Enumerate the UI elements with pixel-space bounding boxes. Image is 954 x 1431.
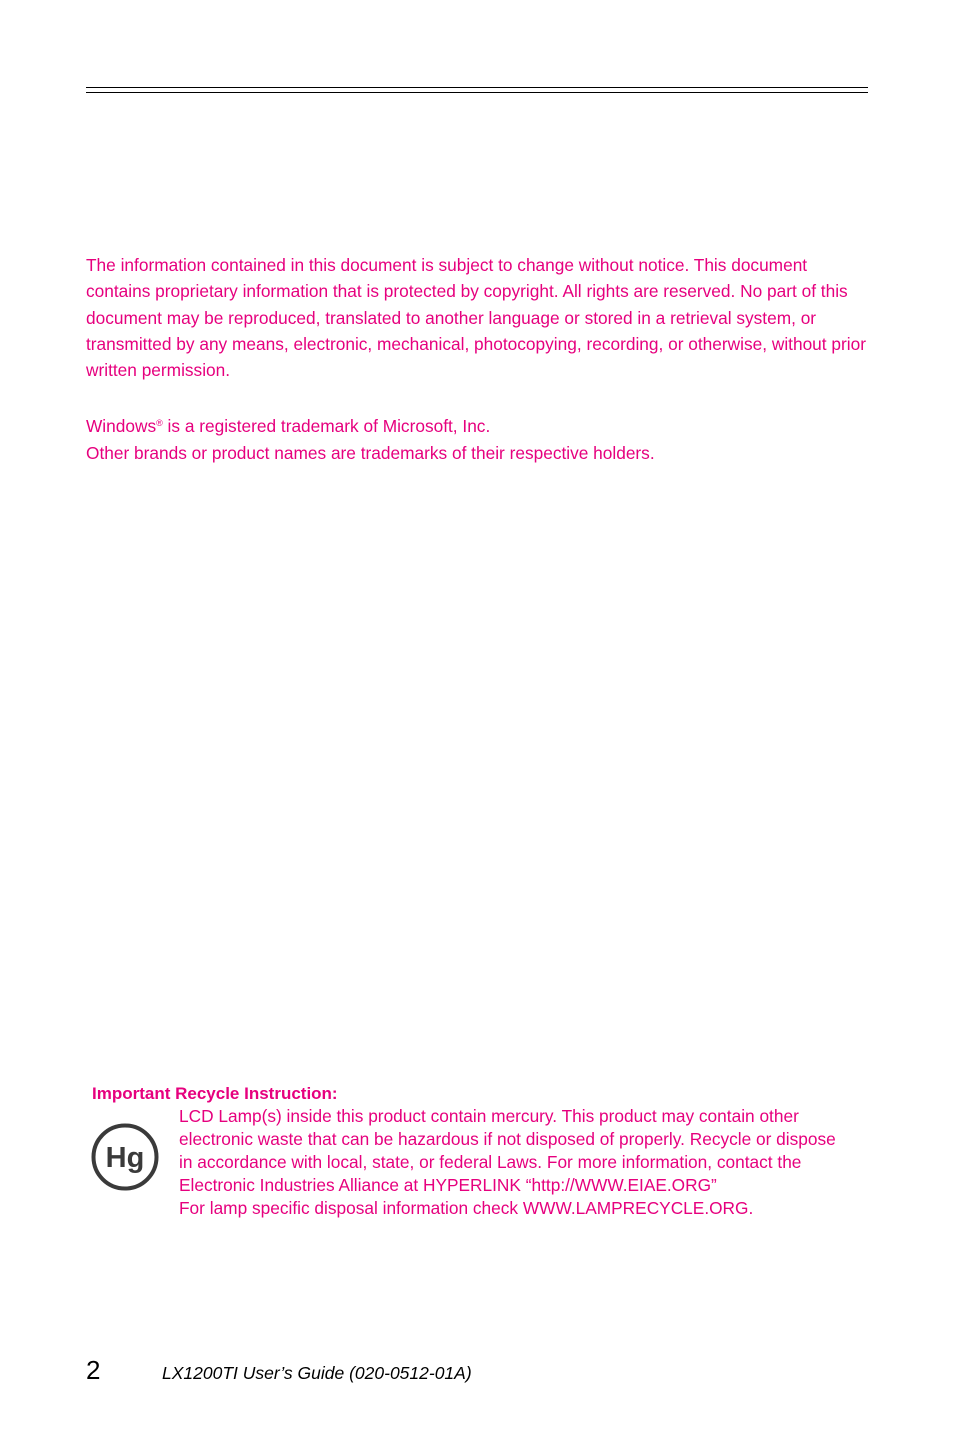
hg-mercury-icon <box>90 1122 160 1192</box>
recycle-line: For lamp specific disposal information check WWW.LAMPRECYCLE.ORG. <box>179 1198 754 1218</box>
recycle-instructions <box>179 1105 879 1220</box>
copyright-notice: The information contained in this document is subject to change without notice. This document contains proprietary information that is protected by copyright. All rights are reserved. No part of this document may be reproduced, translated to another language or stored in a retrieval system, or transmitted by any means, electronic, mechanical, photocopying, recording, or otherwise, without prior written permission. <box>86 255 866 381</box>
recycle-line: in accordance with local, state, or federal Laws. For more information, contact the <box>179 1152 802 1172</box>
recycle-line: Electronic Industries Alliance at HYPERLINK “http://WWW.EIAE.ORG” <box>179 1175 717 1195</box>
trademark-section <box>86 410 876 467</box>
guide-title: LX1200TI User’s Guide (020-0512-01A) <box>162 1363 472 1383</box>
recycle-line: electronic waste that can be hazardous if not disposed of properly. Recycle or dispose <box>179 1129 836 1149</box>
recycle-title: Important Recycle Instruction: <box>92 1084 338 1103</box>
page-number: 2 <box>86 1355 101 1385</box>
header-rule-top <box>86 87 868 88</box>
hg-icon-label: Hg <box>105 1142 145 1174</box>
recycle-line: LCD Lamp(s) inside this product contain mercury. This product may contain other <box>179 1106 799 1126</box>
windows-trademark-line: Windows® is a registered trademark of Microsoft, Inc. <box>86 416 491 436</box>
registered-mark: ® <box>156 418 163 428</box>
other-trademarks-line: Other brands or product names are trademarks of their respective holders. <box>86 443 655 463</box>
header-rule-bottom <box>86 92 868 93</box>
